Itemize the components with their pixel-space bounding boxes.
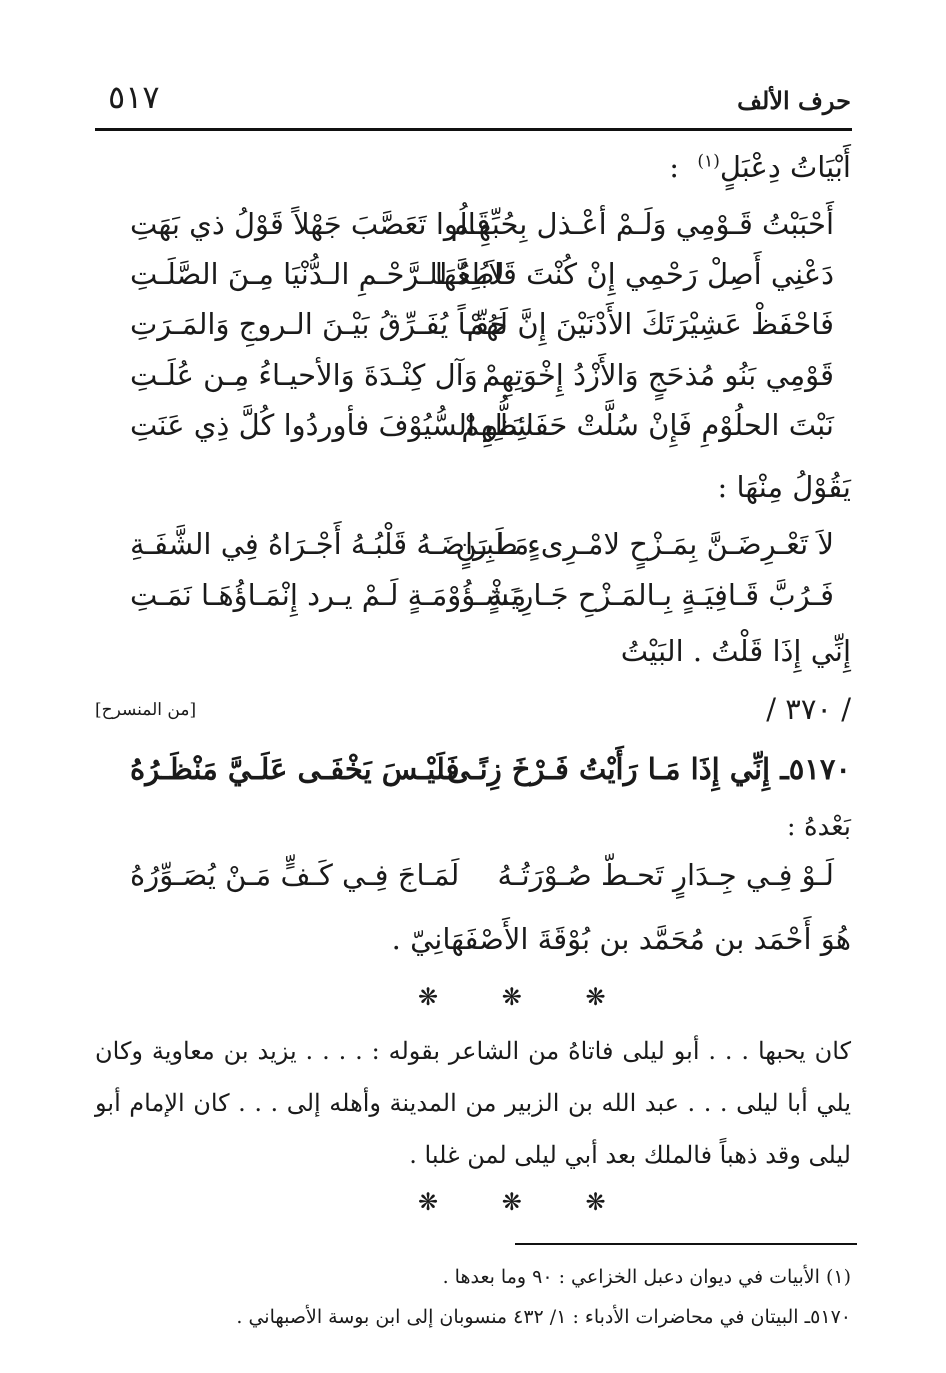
entry-number-and-first-hemistich <box>447 752 851 786</box>
attribution: هُوَ أَحْمَد بن مُحَمَّد بن بُوْقَةَ الأَصْفَهَانِيّ . <box>391 922 851 956</box>
verse-first-hemistich: إِنِّي إِذَا مَـا رَأَيْتُ فَـرْخَ زِنًـى <box>446 752 771 786</box>
verse-first-hemistich: نَبْتَ الحلُوْمِ فَإِنْ سُلَّتْ حَفَائِظِهِمْ <box>461 408 834 442</box>
section-heading-text: أَبْيَاتُ دِعْبَلٍ <box>719 150 851 184</box>
verse-first-hemistich: فَـرُبَّ قَـافِيَـةٍ بِـالمَـزْحِ جَـارِيَـةٍ <box>487 578 834 612</box>
verse-first-hemistich: لَـوْ فِـي جِـدَارٍ تَحـطّ صُـوْرَتُـهُ <box>497 858 834 892</box>
chapter-title: حرف الألف <box>737 86 851 115</box>
section-heading-minha: يَقُوْلُ مِنْهَا : <box>717 470 851 504</box>
verse-second-hemistich: لاَبُـدَّ للـرَّحْـمِ الـدُّنْيَا مِـنَ الصَّلَـتِ <box>130 257 505 291</box>
footnote: (١) الأبيات في ديوان دعبل الخزاعي : ٩٠ وما بعدها . <box>442 1266 851 1288</box>
verse-second-hemistich: فَلَيْـسَ يَخْفَـى عَلَـيَّ مَنْظَـرُهُ <box>130 752 460 786</box>
verse-second-hemistich: سَلُّو السُّيُوْفَ فأوردُوا كُلَّ ذِي عَنَتِ <box>130 408 534 442</box>
verse-second-hemistich: وَآل كِنْـدَةَ وَالأحيـاءُ مِـن عُلَـتِ <box>130 358 478 392</box>
asterism-separator: ❋ ❋ ❋ <box>418 1188 634 1216</box>
meter-label: [من المنسرح] <box>95 700 197 720</box>
section-heading-dibil <box>669 150 851 184</box>
verse-second-hemistich: مَـا رَاضَـهُ قَلْبُـهُ أَجْـرَاهُ فِي الشَّفَـةِ <box>130 527 530 561</box>
page-number: ٥١٧ <box>108 78 160 116</box>
verse-second-hemistich: مَشْـؤُوْمَـةٍ لَـمْ يـرد إِنْمَـاؤُهَـا نَمَـتِ <box>130 578 527 612</box>
prose-paragraph: كان يحبها . . . أبو ليلى فاتاهُ من الشاعر بقوله : . . . . يزيد بن معاوية وكان يلي أبا ليلى . . . عبد الله بن الزبير من المدينة وأهله إلى . . . كان الإمام أبو ليلى وقد ذهباً فالملك بعد أبي ليلى لمن غلبا . <box>95 1037 851 1169</box>
footnote-ref: (١) <box>697 151 720 172</box>
verse-second-hemistich: حَقّـاً يُفَـرِّقُ بَيْـنَ الـروجِ وَالمَـرَتِ <box>130 307 508 341</box>
footnote-divider <box>515 1243 857 1245</box>
verse-first-hemistich: فَاحْفَظْ عَشِيْرَتَكَ الأَدْنَيْنَ إِنَّ لَهُمْ <box>466 307 834 341</box>
verse-second-hemistich: قَالُوا تَعَصَّبَ جَهْلاً قَوْلُ ذي بَهَتِ <box>130 207 491 241</box>
asterism-separator: ❋ ❋ ❋ <box>418 983 634 1011</box>
heading-colon: : <box>669 150 679 184</box>
verse-first-hemistich: لاَ تَعْـرِضَـنَّ بِمَـزْحٍ لامْـرِىءٍ طَبِـنٍ <box>455 527 834 561</box>
entry-number: ٥١٧٠ـ <box>780 752 851 786</box>
entry-reference: / ٣٧٠ / <box>766 692 851 726</box>
verse-first-hemistich: أَحْبَبْتُ قَـوْمِي وَلَـمْ أعْـذل بِحُبِّهِـم <box>450 207 834 241</box>
header-divider <box>95 128 852 131</box>
section-note: إِنِّي إِذَا قَلْتُ . البَيْتُ <box>620 634 851 668</box>
after-label: بَعْدهُ : <box>786 812 851 842</box>
footnote: ٥١٧٠ـ البيتان في محاضرات الأدباء : ١/ ٤٣٢ منسوبان إلى ابن بوسة الأصبهاني . <box>236 1306 851 1328</box>
verse-first-hemistich: قَوْمِي بَنُو مُذحَجٍ وَالأَزْدُ إِخْوَتِهِمْ <box>482 358 834 392</box>
verse-first-hemistich: دَعْنِي أَصِلْ رَحْمِي إِنْ كُنْتَ قَاطِعُهَا <box>434 257 834 291</box>
verse-second-hemistich: لَمَـاجَ فِـي كَـفٍّ مَـنْ يُصَـوِّرُهُ <box>130 858 460 892</box>
